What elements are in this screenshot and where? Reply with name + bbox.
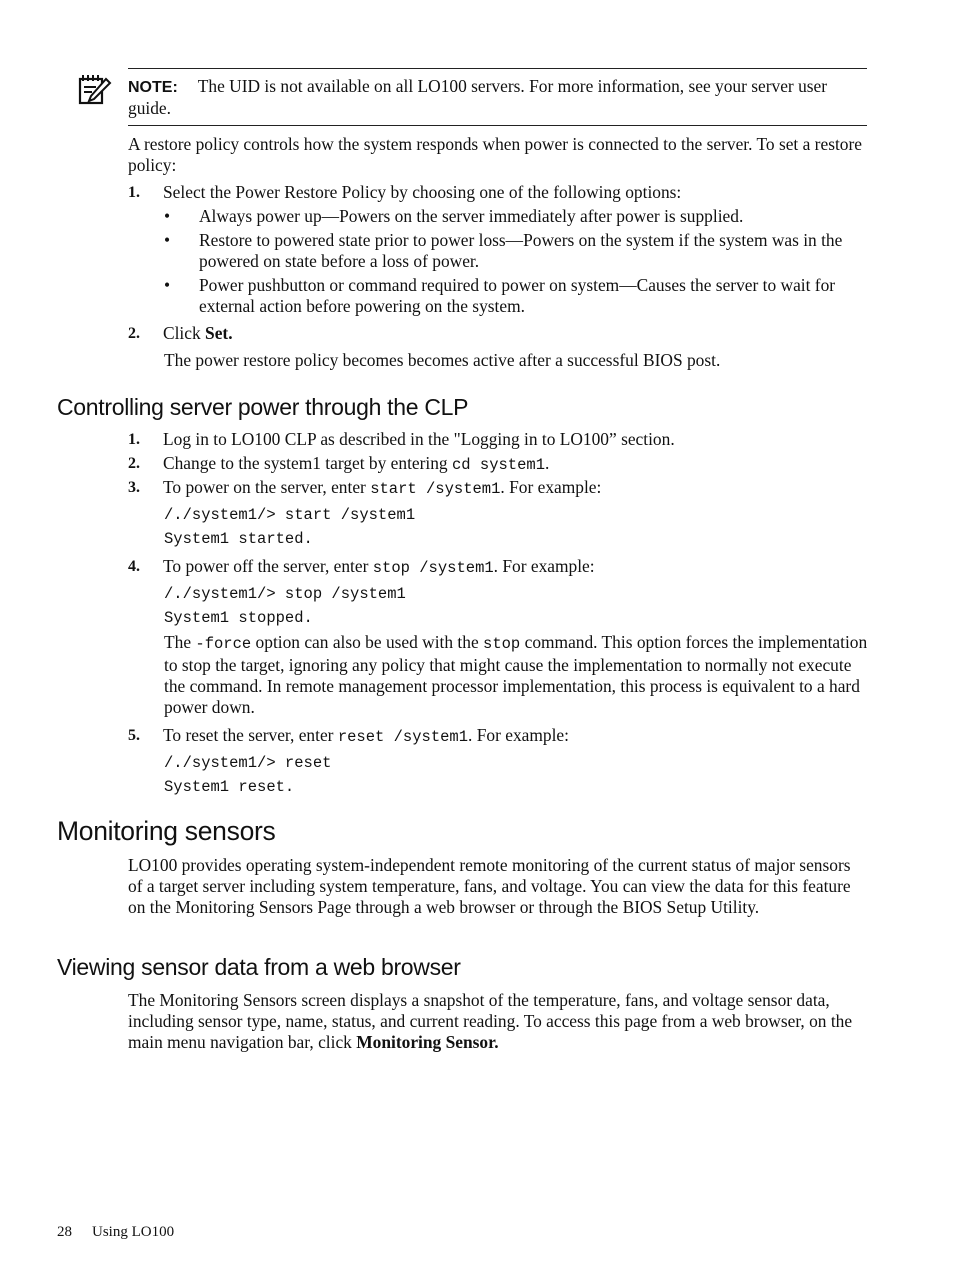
set-label: Set. <box>205 323 233 343</box>
section-heading-monitoring: Monitoring sensors <box>57 816 276 846</box>
step-number: 1. <box>128 184 140 201</box>
force-option-note: The -force option can also be used with the stop command. This option forces the implementation to stop the target, ignoring any policy that might cause the implementation to normally not execute the command. In remote management processor implementation, this process is equivalent to a hard power down. <box>164 632 868 717</box>
code-example-reset <box>164 754 331 796</box>
restore-after-text: The power restore policy becomes becomes active after a successful BIOS post. <box>164 350 721 370</box>
step-number: 5. <box>128 727 140 744</box>
code-line: /./system1/> stop /system1 <box>164 585 406 603</box>
step-number: 4. <box>128 558 140 575</box>
clp-step-3 <box>128 477 868 500</box>
note-text: The UID is not available on all LO100 servers. For more information, see your server user guide. <box>128 76 828 118</box>
clp-step-4 <box>128 556 868 579</box>
code-line: System1 reset. <box>164 778 295 796</box>
restore-step-2 <box>128 323 868 344</box>
option-text: Always power up—Powers on the server immediately after power is supplied. <box>199 206 744 226</box>
clp-step-1 <box>128 429 868 450</box>
code-example-start <box>164 506 415 548</box>
restore-step-1 <box>128 182 868 203</box>
step-text: Select the Power Restore Policy by choosing one of the following options: <box>163 182 682 202</box>
restore-option-previous-state <box>164 230 868 272</box>
restore-option-pushbutton <box>164 275 868 317</box>
bullet-glyph: • <box>164 275 171 295</box>
step-number: 3. <box>128 479 140 496</box>
section-heading-web-browser: Viewing sensor data from a web browser <box>57 954 461 980</box>
step-text-end: . For example: <box>500 477 602 497</box>
inline-code: stop <box>483 635 521 653</box>
inline-code: stop /system1 <box>372 559 494 577</box>
code-line: /./system1/> reset <box>164 754 332 772</box>
option-text: Power pushbutton or command required to power on system—Causes the server to wait for external action before powering on the system. <box>199 275 836 316</box>
option-text: Restore to powered state prior to power loss—Powers on the system if the system was in the powered on state before a loss of power. <box>199 230 843 271</box>
code-line: /./system1/> start /system1 <box>164 506 416 524</box>
clp-step-5 <box>128 725 868 748</box>
code-line: System1 stopped. <box>164 609 313 627</box>
page-number: 28 <box>57 1224 72 1240</box>
monitoring-text: LO100 provides operating system-independent remote monitoring of the current status of major sensors of a target server including system temperature, fans, and voltage. You can view the data for this feature on the Monitoring Sensors Page through a web browser or through the BIOS Setup Utility. <box>128 855 851 917</box>
step-text-end: . For example: <box>493 556 595 576</box>
step-text: Log in to LO100 CLP as described in the "Logging in to LO100” section. <box>163 429 675 449</box>
bullet-glyph: • <box>164 230 171 250</box>
step-text: Click <box>163 323 206 343</box>
inline-code: reset /system1 <box>337 728 469 746</box>
note-box <box>128 68 867 126</box>
restore-option-always-on <box>164 206 868 227</box>
footer-title: Using LO100 <box>92 1224 175 1240</box>
inline-code: start /system1 <box>370 480 501 498</box>
inline-code: -force <box>195 635 252 653</box>
step-number: 2. <box>128 455 140 472</box>
page-footer <box>57 1222 194 1243</box>
monitoring-sensor-label: Monitoring Sensor. <box>356 1032 499 1052</box>
inline-code: cd system1 <box>451 456 545 474</box>
step-text-end: . <box>545 453 550 473</box>
web-browser-text: The Monitoring Sensors screen displays a snapshot of the temperature, fans, and voltage sensor data, including sensor type, name, status, and current reading. To access this page from a web browser, on the main menu navigation bar, click Monitoring Sensor. <box>128 990 853 1052</box>
step-text: To reset the server, enter <box>163 725 338 745</box>
clp-step-2 <box>128 453 868 476</box>
section-heading-clp: Controlling server power through the CLP <box>57 394 469 420</box>
note-icon <box>78 73 112 107</box>
code-example-stop <box>164 585 406 627</box>
code-line: System1 started. <box>164 530 313 548</box>
step-text: Change to the system1 target by entering <box>163 453 452 473</box>
step-text: To power on the server, enter <box>163 477 371 497</box>
bullet-glyph: • <box>164 206 171 226</box>
step-text-end: . For example: <box>468 725 569 745</box>
step-text: To power off the server, enter <box>163 556 373 576</box>
step-number: 2. <box>128 325 140 342</box>
note-label: NOTE: <box>128 79 178 96</box>
step-number: 1. <box>128 431 140 448</box>
restore-intro: A restore policy controls how the system responds when power is connected to the server. To set a restore policy: <box>128 134 862 175</box>
